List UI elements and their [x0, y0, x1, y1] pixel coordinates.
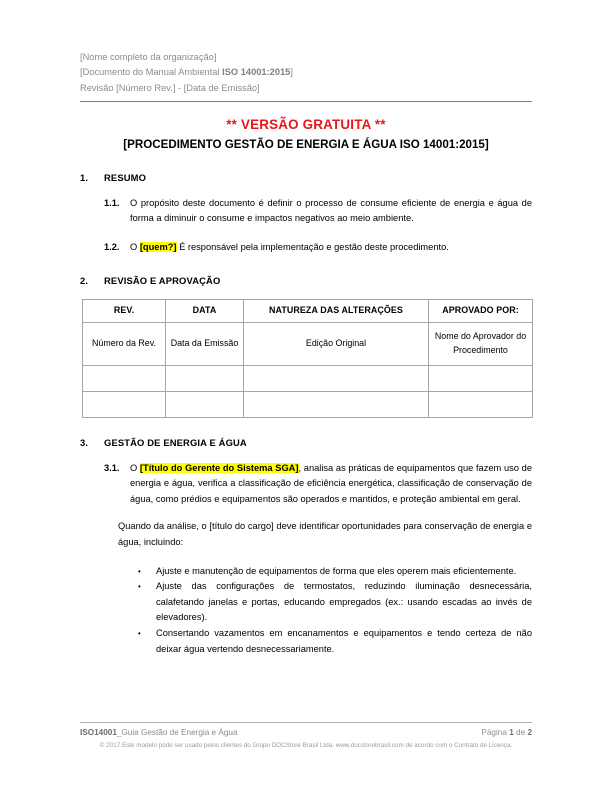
footer-document-name	[80, 726, 238, 739]
header-manual-prefix: [Documento do Manual Ambiental	[80, 67, 223, 78]
bullet-text: Ajuste e manutenção de equipamentos de forma que eles operem mais eficientemente.	[156, 565, 517, 576]
section-heading-resumo	[80, 172, 532, 183]
table-cell-natureza	[244, 365, 429, 391]
table-cell-rev	[83, 365, 166, 391]
table-row	[83, 322, 533, 365]
table-cell-aprovado	[429, 391, 533, 417]
table-cell-rev: Número da Rev.	[83, 322, 166, 365]
item-text-suffix: É responsável pela implementação e gestão deste procedimento.	[176, 242, 449, 253]
bullet-icon: •	[138, 566, 141, 576]
section-number: 2.	[80, 274, 89, 286]
section-title: REVISÃO E APROVAÇÃO	[104, 274, 221, 286]
section-number: 1.	[80, 171, 89, 183]
table-cell-natureza: Edição Original	[244, 322, 429, 365]
table-cell-data	[166, 365, 244, 391]
item-text-prefix: O	[130, 242, 140, 253]
section-title: RESUMO	[104, 171, 147, 183]
list-item-1-1	[80, 196, 532, 227]
table-row	[83, 365, 533, 391]
section-heading-gestao-energia-agua	[80, 437, 532, 448]
page-footer	[80, 722, 532, 751]
item-text-prefix: O	[130, 462, 140, 473]
footer-doc-title: _Guia Gestão de Energia e Água	[116, 728, 238, 737]
footer-page-number	[481, 726, 532, 739]
revision-table	[82, 299, 533, 418]
table-header-row	[83, 299, 533, 322]
section-number: 3.	[80, 436, 89, 448]
table-header-cell-natureza: NATUREZA DAS ALTERAÇÕES	[244, 299, 429, 322]
bullet-text: Consertando vazamentos em encanamentos e equipamentos e tendo certeza de não deixar água vertendo desnecessariamente.	[156, 628, 532, 654]
footer-row	[80, 723, 532, 739]
list-item	[138, 626, 532, 657]
revision-table-wrapper	[82, 299, 532, 418]
paragraph-analise: Quando da análise, o [título do cargo] deve identificar oportunidades para conservação de energia e água, incluindo:	[118, 521, 532, 548]
list-item	[138, 564, 532, 580]
header-iso-standard: ISO 14001:2015	[222, 67, 291, 78]
table-cell-data: Data da Emissão	[166, 322, 244, 365]
list-item-1-2	[80, 240, 532, 256]
document-header	[80, 0, 532, 96]
title-block	[80, 116, 532, 153]
footer-page-total: 2	[527, 728, 532, 737]
section-heading-revisao-aprovacao	[80, 275, 532, 286]
bullet-icon: •	[138, 629, 141, 639]
footer-copyright: © 2017 Este modelo pode ser usado pelos clientes do Grupo DOCStore Brasil Ltda. www.docstorebrasil.com de acordo com o Contrato de Licença.	[99, 742, 513, 749]
table-cell-data	[166, 391, 244, 417]
page-title: [PROCEDIMENTO GESTÃO DE ENERGIA E ÁGUA ISO 14001:2015]	[123, 137, 489, 151]
footer-page-current: 1	[509, 728, 514, 737]
bullet-icon: •	[138, 582, 141, 592]
list-item-text	[130, 461, 532, 508]
list-item	[138, 579, 532, 626]
header-manual-reference	[80, 65, 532, 80]
highlight-placeholder-gerente-sga: [Título do Gerente do Sistema SGA]	[139, 462, 299, 473]
footer-page-mid: de	[513, 728, 528, 737]
table-header-cell-data: DATA	[166, 299, 244, 322]
bullet-list	[138, 564, 532, 658]
table-cell-aprovado	[429, 365, 533, 391]
table-cell-natureza	[244, 391, 429, 417]
table-row	[83, 391, 533, 417]
free-version-banner: ** VERSÃO GRATUITA **	[226, 116, 386, 132]
footer-doc-code: ISO14001	[80, 728, 117, 737]
footer-page-prefix: Página	[481, 728, 510, 737]
table-header-cell-rev: REV.	[83, 299, 166, 322]
header-organization-name: [Nome completo da organização]	[80, 52, 217, 62]
list-item-text	[130, 240, 532, 256]
list-item-text: O propósito deste documento é definir o processo de consume eficiente de energia e água de forma a diminuir o consume e impactos negativos ao meio ambiente.	[130, 197, 532, 224]
table-cell-rev	[83, 391, 166, 417]
table-cell-aprovado: Nome do Aprovador do Procedimento	[429, 322, 533, 365]
highlight-placeholder-quem: [quem?]	[139, 242, 177, 253]
list-item-3-1	[80, 461, 532, 508]
header-revision-info: Revisão [Número Rev.] - [Data de Emissão]	[80, 82, 260, 93]
document-content	[80, 0, 532, 657]
item-text-suffix: , analisa as práticas de equipamentos que fazem uso de energia e água, verifica a classificação de eficiência energética, classificação de conservação de água, como prédios e equipamentos são operados e mantidos, e proteção ambiental em geral.	[130, 462, 532, 504]
list-item-number: 1.1.	[104, 197, 120, 208]
list-item-number: 1.2.	[104, 242, 120, 253]
section-title: GESTÃO DE ENERGIA E ÁGUA	[104, 436, 247, 448]
table-header-cell-aprovado: APROVADO POR:	[429, 299, 533, 322]
header-manual-suffix: ]	[290, 67, 293, 78]
bullet-text: Ajuste das configurações de termostatos, reduzindo iluminação desnecessária, calafetando janelas e portas, educando empregados (ex.: usando escadas ao invés de elevadores).	[156, 581, 532, 623]
list-item-number: 3.1.	[104, 462, 120, 473]
header-divider-rule	[80, 101, 532, 102]
